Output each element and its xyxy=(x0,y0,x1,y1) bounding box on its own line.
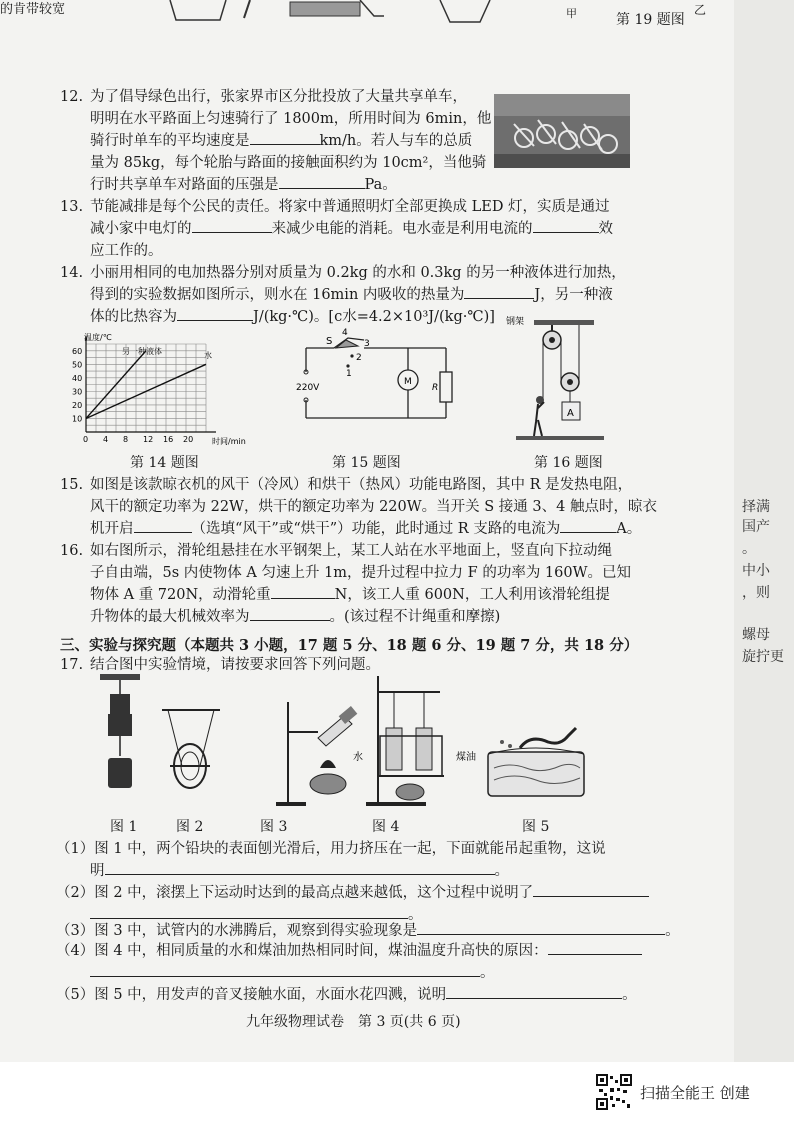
q14-line1: 小丽用相同的电加热器分别对质量为 0.2kg 的水和 0.3kg 的另一种液体进行加热， xyxy=(90,265,626,281)
scanner-label: 扫描全能王 创建 xyxy=(640,1084,750,1102)
q17-intro: 结合图中实验情境，请按要求回答下列问题。 xyxy=(90,657,380,673)
q16-line1: 如右图所示，滑轮组悬挂在水平钢架上，某工人站在水平地面上，竖直向下拉动绳 xyxy=(90,543,612,559)
q12-line4: 量为 85kg，每个轮胎与路面的接触面积约为 10cm²，当他骑 xyxy=(90,155,487,171)
fig14-xtick-4: 4 xyxy=(103,435,109,444)
page-footer: 九年级物理试卷 第 3 页(共 6 页) xyxy=(246,1014,461,1030)
q15-blank-mode[interactable] xyxy=(134,518,192,533)
right-margin-text-5: 螺母 xyxy=(742,627,770,643)
fig15-contact-3: 3 xyxy=(364,339,370,349)
right-margin-text-4: ，则 xyxy=(742,585,770,601)
fig14-ytick-30: 30 xyxy=(72,387,83,397)
q17-blank-1[interactable] xyxy=(105,860,495,875)
header-left-fragment: 的肯带较宽 xyxy=(0,2,66,17)
q17-blank-2b[interactable] xyxy=(90,904,408,919)
fig14-ytick-50: 50 xyxy=(72,360,83,370)
fig15-contact-1: 1 xyxy=(346,369,352,379)
fig5-caption: 图 5 xyxy=(522,819,550,835)
fig15-motor: M xyxy=(404,377,412,387)
shared-bikes-photo xyxy=(494,94,630,168)
q13-line1: 节能减排是每个公民的责任。将家中普通照明灯全部更换成 LED 灯，实质是通过 xyxy=(90,199,610,215)
q14-line3: 体的比热容为 J/(kg·℃)。[c水=4.2×10³J/(kg·℃)] xyxy=(90,306,495,328)
fig15-contact-4: 4 xyxy=(342,328,348,338)
scanner-footer xyxy=(0,1062,794,1124)
fig1-lead-blocks xyxy=(100,674,140,788)
fig14-series-label-water: 水 xyxy=(204,351,212,360)
q14-blank-capacity[interactable] xyxy=(177,306,253,321)
fig14-xtick-8: 8 xyxy=(123,435,129,444)
fig14-ytick-60: 60 xyxy=(72,346,83,356)
q14-number: 14. xyxy=(60,265,84,281)
q16-blank-pulley-weight[interactable] xyxy=(271,584,335,599)
header-jia: 甲 xyxy=(566,7,577,20)
q16-line2: 子自由端，5s 内使物体 A 匀速上升 1m，提升过程中拉力 F 的功率为 160W。已知 xyxy=(90,565,632,581)
fig15-switch-label: S xyxy=(326,336,333,347)
q16-number: 16. xyxy=(60,543,84,559)
q17-p1-line2: 明 。 xyxy=(90,860,509,882)
q16-blank-efficiency[interactable] xyxy=(250,606,330,621)
q12-blank-speed[interactable] xyxy=(250,130,320,145)
q13-line2: 减小家中电灯的 来减少电能的消耗。电水壶是利用电流的 效 xyxy=(90,218,613,240)
fig16-pulley-diagram xyxy=(504,310,614,446)
q14-line2: 得到的实验数据如图所示，则水在 16min 内吸收的热量为 J，另一种液 xyxy=(90,284,613,306)
q12-number: 12. xyxy=(60,89,84,105)
fig4-caption: 图 4 xyxy=(372,819,400,835)
q13-blank-2[interactable] xyxy=(533,218,599,233)
fig14-xtick-12: 12 xyxy=(143,435,154,444)
q12-line2: 明明在水平路面上匀速骑行了 1800m，所用时间为 6min，他 xyxy=(90,111,492,127)
q13-number: 13. xyxy=(60,199,84,215)
fig1-caption: 图 1 xyxy=(110,819,138,835)
q13-blank-1[interactable] xyxy=(192,218,272,233)
q12-line5: 行时共享单车对路面的压强是 Pa。 xyxy=(90,174,397,196)
fig14-xtick-0: 0 xyxy=(83,435,89,444)
q12-line1: 为了倡导绿色出行，张家界市区分批投放了大量共享单车， xyxy=(90,89,467,105)
fig16-shelf-label: 钢架 xyxy=(506,317,525,327)
q17-p4-line1: （4）图 4 中，相同质量的水和煤油加热相同时间，煤油温度升高快的原因： xyxy=(56,940,642,962)
q17-blank-4b[interactable] xyxy=(90,962,480,977)
q12-blank-pressure[interactable] xyxy=(279,174,365,189)
fig5-tuning-fork-water xyxy=(488,728,584,796)
q17-blank-2[interactable] xyxy=(533,882,649,897)
right-margin-text-3: 中小 xyxy=(742,563,770,579)
fig15-contact-2: 2 xyxy=(356,353,362,363)
fig14-caption: 第 14 题图 xyxy=(130,455,199,471)
q14-blank-heat[interactable] xyxy=(464,284,534,299)
fig14-ticks xyxy=(72,347,193,444)
qr-code-icon xyxy=(596,1074,632,1110)
fig14-ytick-10: 10 xyxy=(72,414,83,424)
fig3-caption: 图 3 xyxy=(260,819,288,835)
fig3-test-tube-setup xyxy=(276,702,357,806)
fig4-water-kerosene-setup xyxy=(353,676,476,806)
q17-p5: （5）图 5 中，用发声的音叉接触水面，水面水花四溅，说明 。 xyxy=(56,984,637,1006)
right-margin-text-1: 国产 xyxy=(742,519,770,535)
fig14-ytick-40: 40 xyxy=(72,373,83,383)
fig15-resistor: R xyxy=(432,383,439,393)
q16-line4: 升物体的最大机械效率为 。(该过程不计绳重和摩擦) xyxy=(90,606,500,628)
fig2-caption: 图 2 xyxy=(176,819,204,835)
q15-line2: 风干的额定功率为 22W，烘干的额定功率为 220W。当开关 S 接通 3、4 触点时，晾衣 xyxy=(90,499,657,515)
q16-line3: 物体 A 重 720N，动滑轮重 N，该工人重 600N，工人利用该滑轮组提 xyxy=(90,584,610,606)
fig4-kerosene-label: 煤油 xyxy=(456,752,476,763)
q12-line3: 骑行时单车的平均速度是 km/h。若人与车的总质 xyxy=(90,130,472,152)
section-3-title: 三、实验与探究题（本题共 3 小题，17 题 5 分、18 题 6 分、19 题 7 分，共 18 分） xyxy=(60,637,639,654)
q17-blank-4[interactable] xyxy=(548,940,642,955)
fig4-water-label: 水 xyxy=(353,752,363,763)
right-margin-text-2: 。 xyxy=(742,541,756,557)
fig14-y-title: 温度/℃ xyxy=(84,333,112,342)
q17-number: 17. xyxy=(60,657,84,673)
q15-number: 15. xyxy=(60,477,84,493)
fig14-temperature-chart xyxy=(62,328,262,450)
q15-blank-current[interactable] xyxy=(560,518,616,533)
fig14-xtick-16: 16 xyxy=(163,435,174,444)
fig14-xtick-20: 20 xyxy=(183,435,194,444)
fig14-ytick-20: 20 xyxy=(72,400,83,410)
fig16-caption: 第 16 题图 xyxy=(534,455,603,471)
header-yi: 乙 xyxy=(694,3,707,17)
q17-blank-5[interactable] xyxy=(446,984,622,999)
top-partial-figures xyxy=(160,0,580,30)
fig15-circuit-diagram xyxy=(286,326,466,444)
q17-blank-3[interactable] xyxy=(417,920,665,935)
fig2-maxwell-wheel xyxy=(162,710,220,788)
q17-p1-line1: （1）图 1 中，两个铅块的表面刨光滑后，用力挤压在一起，下面就能吊起重物，这说 xyxy=(56,841,606,857)
q17-p4-line2: 。 xyxy=(90,962,495,984)
q17-p2-line1: （2）图 2 中，滚摆上下运动时达到的最高点越来越低，这个过程中说明了 xyxy=(56,882,649,904)
q15-line3: 机开启 （选填“风干”或“烘干”）功能，此时通过 R 支路的电流为 A。 xyxy=(90,518,641,540)
fig16-block-label: A xyxy=(567,408,574,419)
q17-p3: （3）图 3 中，试管内的水沸腾后，观察到得实验现象是 。 xyxy=(56,920,680,942)
q15-line1: 如图是该款晾衣机的风干（冷风）和烘干（热风）功能电路图，其中 R 是发热电阻， xyxy=(90,477,633,493)
q17-experiment-figures xyxy=(90,672,590,812)
fig14-series-label-other: 另一种液体 xyxy=(122,347,162,356)
fig15-caption: 第 15 题图 xyxy=(332,455,401,471)
fig14-x-title: 时间/min xyxy=(212,437,246,446)
right-margin-text-6: 旋拧更 xyxy=(742,649,784,665)
q17-p2-line2: 。 xyxy=(90,904,423,926)
top-cutoff-strip xyxy=(0,0,758,36)
header-fig-ref: 第 19 题图 xyxy=(616,12,685,28)
q13-line3: 应工作的。 xyxy=(90,243,163,259)
fig15-voltage: 220V xyxy=(296,383,320,393)
right-margin-text-0: 择满 xyxy=(742,499,770,515)
